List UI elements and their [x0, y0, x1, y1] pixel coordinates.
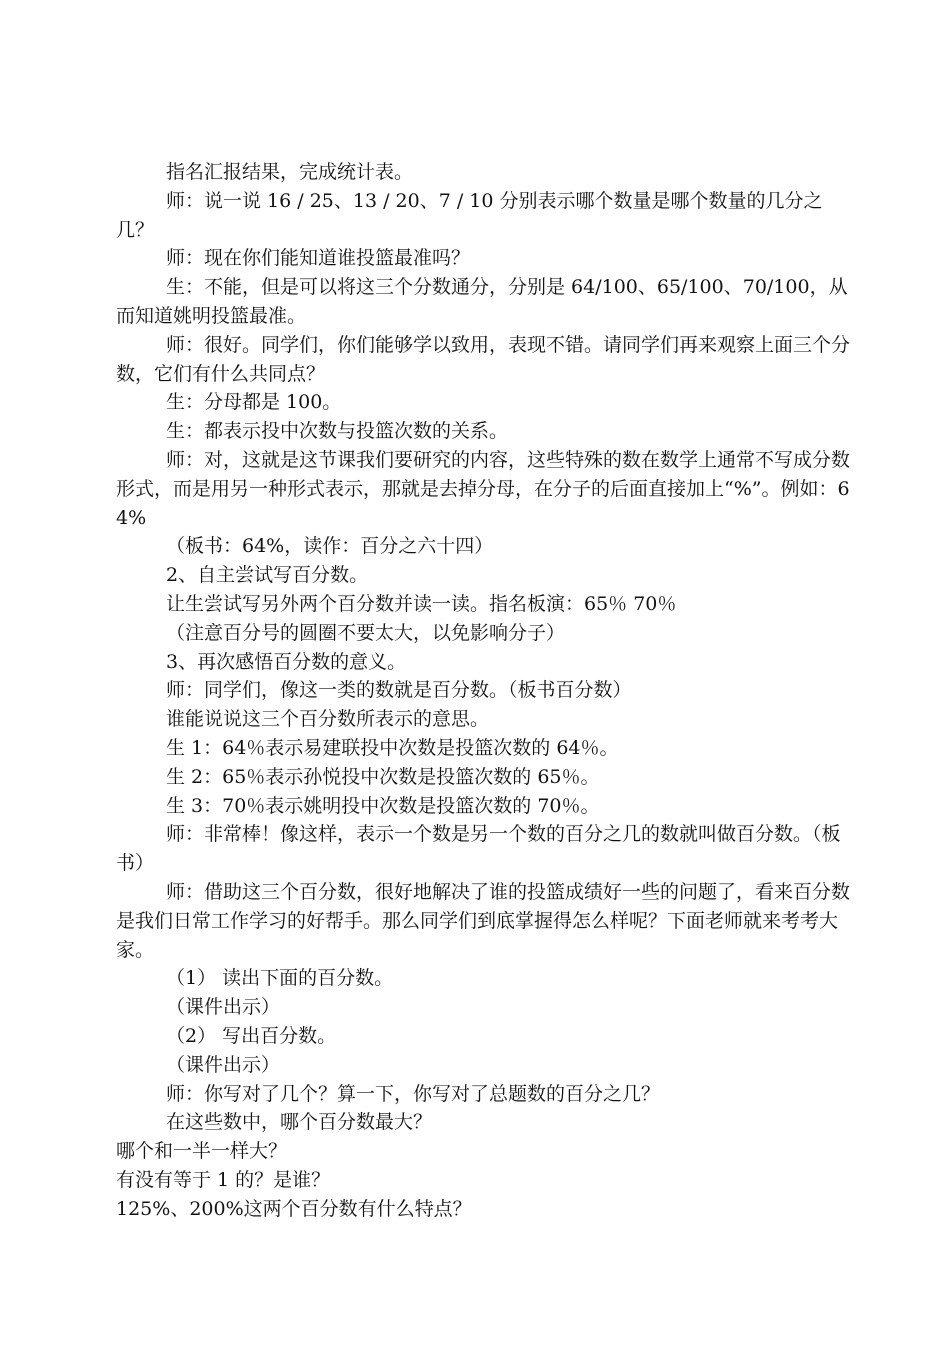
paragraph: （课件出示）: [166, 996, 281, 1019]
paragraph: （1） 读出下面的百分数。: [166, 967, 394, 990]
paragraph: 生：都表示投中次数与投篮次数的关系。: [166, 420, 509, 443]
paragraph: 2、自主尝试写百分数。: [166, 564, 369, 587]
paragraph: （注意百分号的圆圈不要太大，以免影响分子）: [166, 621, 566, 644]
paragraph: 师：对，这就是这节课我们要研究的内容，这些特殊的数在数学上通常不写成分数形式，而是用另一种形式表示，那就是去掉分母，在分子的后面直接加上“%”。例如：64%: [116, 448, 851, 529]
paragraph: 师：非常棒！像这样，表示一个数是另一个数的百分之几的数就叫做百分数。（板书）: [116, 823, 841, 875]
paragraph: 师：借助这三个百分数，很好地解决了谁的投篮成绩好一些的问题了，看来百分数是我们日常工作学习的好帮手。那么同学们到底掌握得怎么样呢？下面老师就来考考大家。: [116, 880, 851, 961]
paragraph: 生 2：65％表示孙悦投中次数是投篮次数的 65％。: [166, 765, 600, 788]
paragraph: 师：说一说 16 / 25、13 / 20、7 / 10 分别表示哪个数量是哪个数量的几分之几？: [116, 189, 823, 241]
paragraph: （课件出示）: [166, 1053, 281, 1076]
paragraph: 哪个和一半一样大？: [116, 1140, 288, 1163]
paragraph: 谁能说说这三个百分数所表示的意思。: [166, 708, 490, 731]
paragraph: 让生尝试写另外两个百分数并读一读。指名板演：65％ 70％: [166, 592, 677, 615]
paragraph: （2） 写出百分数。: [166, 1024, 337, 1047]
paragraph: 125%、200%这两个百分数有什么特点？: [116, 1197, 472, 1220]
paragraph: 在这些数中，哪个百分数最大？: [166, 1111, 433, 1134]
paragraph: 生：分母都是 100。: [166, 391, 342, 414]
document-body: [116, 158, 850, 1223]
paragraph: 师：同学们，像这一类的数就是百分数。（板书百分数）: [166, 679, 632, 702]
paragraph: 生 3：70％表示姚明投中次数是投篮次数的 70％。: [166, 794, 600, 817]
paragraph: 有没有等于 1 的？是谁？: [116, 1168, 331, 1191]
paragraph: 师：你写对了几个？算一下，你写对了总题数的百分之几？: [166, 1082, 661, 1105]
paragraph: 指名汇报结果，完成统计表。: [166, 161, 414, 183]
paragraph: 师：现在你们能知道谁投篮最准吗？: [166, 247, 471, 270]
paragraph: （板书：64%，读作：百分之六十四）: [166, 535, 494, 558]
paragraph: 生：不能，但是可以将这三个分数通分，分别是 64/100、65/100、70/100，从而知道姚明投篮最准。: [116, 276, 848, 327]
paragraph: 3、再次感悟百分数的意义。: [166, 650, 407, 673]
paragraph: 师：很好。同学们，你们能够学以致用，表现不错。请同学们再来观察上面三个分数，它们有什么共同点？: [116, 333, 851, 385]
paragraph: 生 1：64％表示易建联投中次数是投篮次数的 64％。: [166, 736, 619, 759]
